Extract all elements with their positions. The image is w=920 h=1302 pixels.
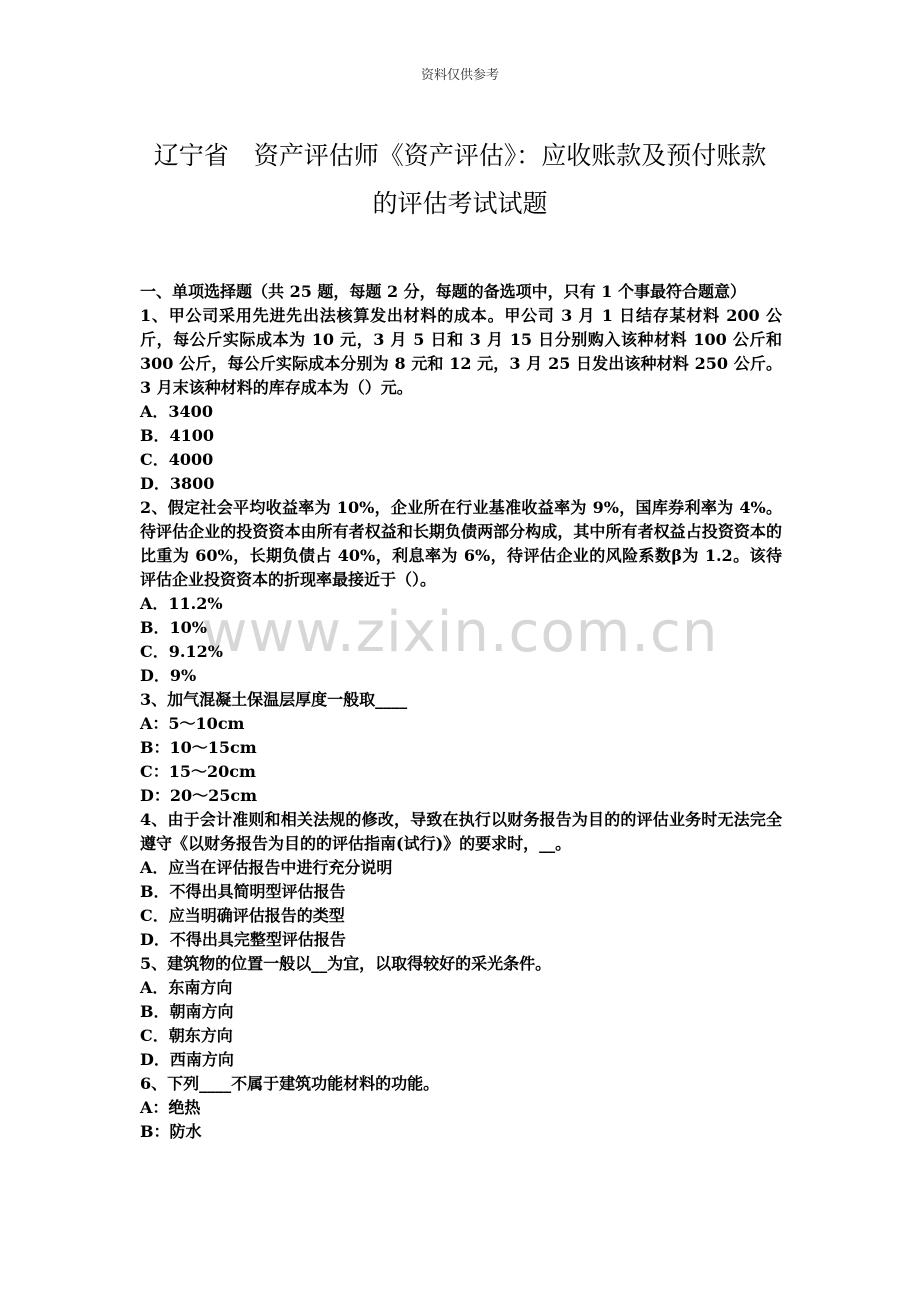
option: B．不得出具简明型评估报告 [140, 882, 346, 901]
option: A：5～10cm [140, 714, 245, 733]
option: A．3400 [140, 402, 213, 421]
option: A：绝热 [140, 1098, 201, 1117]
option: C．朝东方向 [140, 1026, 233, 1045]
question-1 [140, 304, 782, 496]
question-4 [140, 808, 782, 952]
option: B：10～15cm [140, 738, 257, 757]
title-line-1: 辽宁省 资产评估师《资产评估》：应收账款及预付账款 [153, 141, 767, 170]
option: D．不得出具完整型评估报告 [140, 930, 346, 949]
question-5 [140, 952, 782, 1072]
question-stem: 4、由于会计准则和相关法规的修改，导致在执行以财务报告为目的的评估业务时无法完全遵守《以财务报告为目的的评估指南(试行)》的要求时，__。 [140, 810, 782, 853]
option: B．4100 [140, 426, 215, 445]
section-heading: 一、单项选择题（共 25 题，每题 2 分，每题的备选项中，只有 1 个事最符合题意） [140, 282, 746, 301]
watermark: www.zixin.com.cn [201, 600, 719, 665]
option: A．应当在评估报告中进行充分说明 [140, 858, 393, 877]
option: D．9% [140, 666, 197, 685]
option: B．10% [140, 618, 207, 637]
page-header-note: 资料仅供参考 [420, 68, 499, 83]
question-stem: 6、下列____不属于建筑功能材料的功能。 [140, 1074, 440, 1093]
option: A．11.2% [140, 594, 223, 613]
option: D．3800 [140, 474, 215, 493]
question-stem: 2、假定社会平均收益率为 10%，企业所在行业基准收益率为 9%，国库券利率为 4%。待评估企业的投资资本由所有者权益和长期负债两部分构成，其中所有者权益占投资资本的比重为 60%，长期负债占 40%，利息率为 6%，待评估企业的风险系数β为 1.2。该待评估企业投资资本的折现率最接近于（）。 [140, 498, 782, 589]
option: D：20～25cm [140, 786, 258, 805]
question-2 [140, 496, 782, 688]
option: B：防水 [140, 1122, 202, 1141]
option: B．朝南方向 [140, 1002, 234, 1021]
question-stem: 1、甲公司采用先进先出法核算发出材料的成本。甲公司 3 月 1 日结存某材料 200 公斤，每公斤实际成本为 10 元，3 月 5 日和 3 月 15 日分别购入该种材料 100 公斤和 300 公斤，每公斤实际成本分别为 8 元和 12 元，3 月 25 日发出该种材料 250 公斤。3 月末该种材料的库存成本为（）元。 [140, 306, 782, 397]
title-line-2: 的评估考试试题 [372, 189, 548, 218]
option: D．西南方向 [140, 1050, 234, 1069]
document-title [120, 132, 800, 228]
option: C：15～20cm [140, 762, 256, 781]
question-stem: 5、建筑物的位置一般以__为宜，以取得较好的采光条件。 [140, 954, 552, 973]
option: C．应当明确评估报告的类型 [140, 906, 345, 925]
question-6 [140, 1072, 782, 1144]
option: A．东南方向 [140, 978, 233, 997]
question-stem: 3、加气混凝土保温层厚度一般取____ [140, 690, 408, 709]
option: C．4000 [140, 450, 214, 469]
option: C．9.12% [140, 642, 223, 661]
question-3 [140, 688, 782, 808]
question-content [140, 280, 782, 1144]
